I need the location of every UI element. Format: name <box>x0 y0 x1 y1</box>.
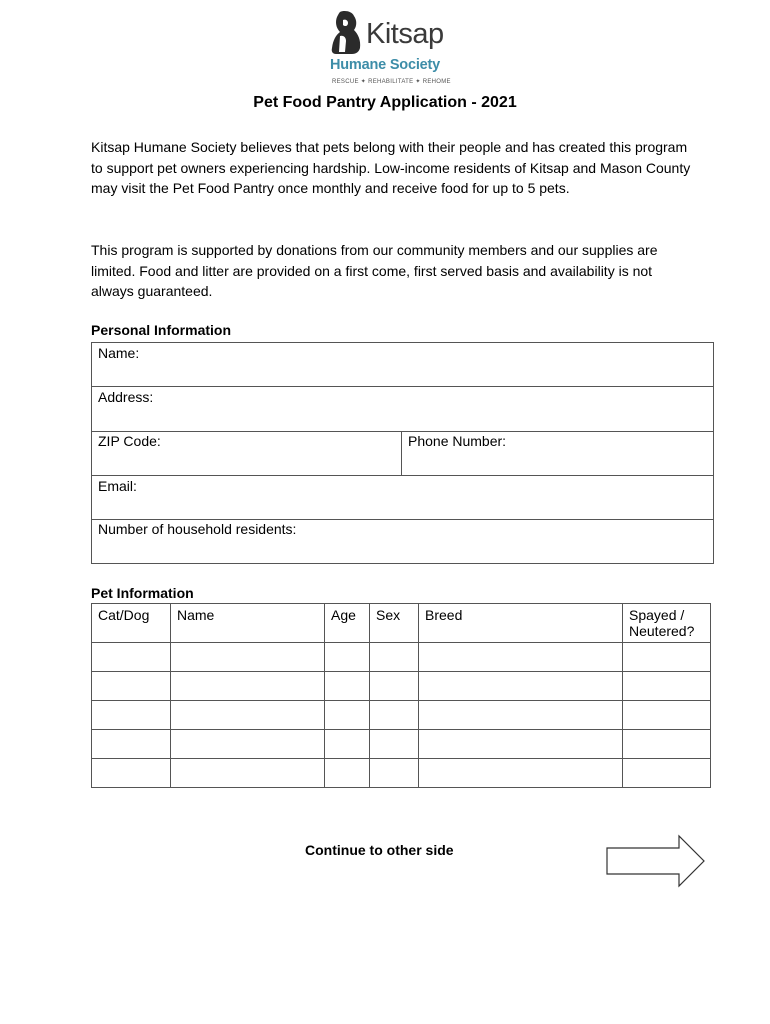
column-header-age: Age <box>325 604 370 643</box>
divider <box>91 386 714 387</box>
table-cell[interactable] <box>92 759 171 788</box>
logo-tagline: RESCUE ✦ REHABILITATE ✦ REHOME <box>332 79 451 85</box>
phone-number-field[interactable]: Phone Number: <box>408 433 507 449</box>
address-field[interactable]: Address: <box>98 389 154 405</box>
column-header-breed: Breed <box>419 604 623 643</box>
table-cell[interactable] <box>92 672 171 701</box>
dog-logo-icon <box>330 10 364 54</box>
right-arrow-icon <box>605 834 707 888</box>
table-cell[interactable] <box>370 701 419 730</box>
household-residents-field[interactable]: Number of household residents: <box>98 521 297 537</box>
table-cell[interactable] <box>92 643 171 672</box>
pet-info-table <box>91 603 711 788</box>
pet-info-heading: Pet Information <box>91 585 194 601</box>
table-cell[interactable] <box>171 672 325 701</box>
kitsap-humane-society-logo <box>326 10 451 85</box>
table-cell[interactable] <box>623 701 711 730</box>
table-cell[interactable] <box>623 672 711 701</box>
table-cell[interactable] <box>370 672 419 701</box>
table-cell[interactable] <box>623 643 711 672</box>
column-header-name: Name <box>171 604 325 643</box>
table-cell[interactable] <box>623 759 711 788</box>
table-cell[interactable] <box>171 730 325 759</box>
divider <box>91 519 714 520</box>
logo-name: Kitsap <box>366 18 444 50</box>
column-header-cat-dog: Cat/Dog <box>92 604 171 643</box>
table-cell[interactable] <box>419 672 623 701</box>
table-cell[interactable] <box>171 643 325 672</box>
table-cell[interactable] <box>419 643 623 672</box>
table-cell[interactable] <box>370 643 419 672</box>
intro-paragraph-2: This program is supported by donations from our community members and our supplies are limited. Food and litter are provided on a first come, first served basis and availability is not always guaranteed. <box>91 242 658 300</box>
email-field[interactable]: Email: <box>98 478 137 494</box>
table-cell[interactable] <box>325 643 370 672</box>
personal-info-heading: Personal Information <box>91 322 232 338</box>
logo-subtitle: Humane Society <box>330 57 441 73</box>
table-cell[interactable] <box>92 701 171 730</box>
zip-code-field[interactable]: ZIP Code: <box>98 433 161 449</box>
column-header-spayed-neutered: Spayed / Neutered? <box>623 604 711 643</box>
table-cell[interactable] <box>370 759 419 788</box>
name-field[interactable]: Name: <box>98 345 140 361</box>
column-header-sex: Sex <box>370 604 419 643</box>
table-row <box>92 643 711 672</box>
table-cell[interactable] <box>325 730 370 759</box>
table-cell[interactable] <box>171 701 325 730</box>
table-row <box>92 759 711 788</box>
table-cell[interactable] <box>92 730 171 759</box>
divider <box>401 431 402 475</box>
table-row <box>92 701 711 730</box>
table-cell[interactable] <box>419 730 623 759</box>
table-cell[interactable] <box>419 701 623 730</box>
table-cell[interactable] <box>171 759 325 788</box>
table-cell[interactable] <box>325 759 370 788</box>
continue-note: Continue to other side <box>305 842 454 858</box>
table-cell[interactable] <box>623 730 711 759</box>
divider <box>91 475 714 476</box>
table-cell[interactable] <box>370 730 419 759</box>
table-row <box>92 730 711 759</box>
intro-paragraph-1: Kitsap Humane Society believes that pets belong with their people and has created this program to support pet owners experiencing hardship. Low-income residents of Kitsap and Mason County may visit the Pet Food Pantry once monthly and receive food for up to 5 pets. <box>91 139 691 197</box>
table-row <box>92 672 711 701</box>
table-cell[interactable] <box>325 672 370 701</box>
table-cell[interactable] <box>419 759 623 788</box>
table-cell[interactable] <box>325 701 370 730</box>
page-title: Pet Food Pantry Application - 2021 <box>253 94 517 111</box>
divider <box>91 431 714 432</box>
